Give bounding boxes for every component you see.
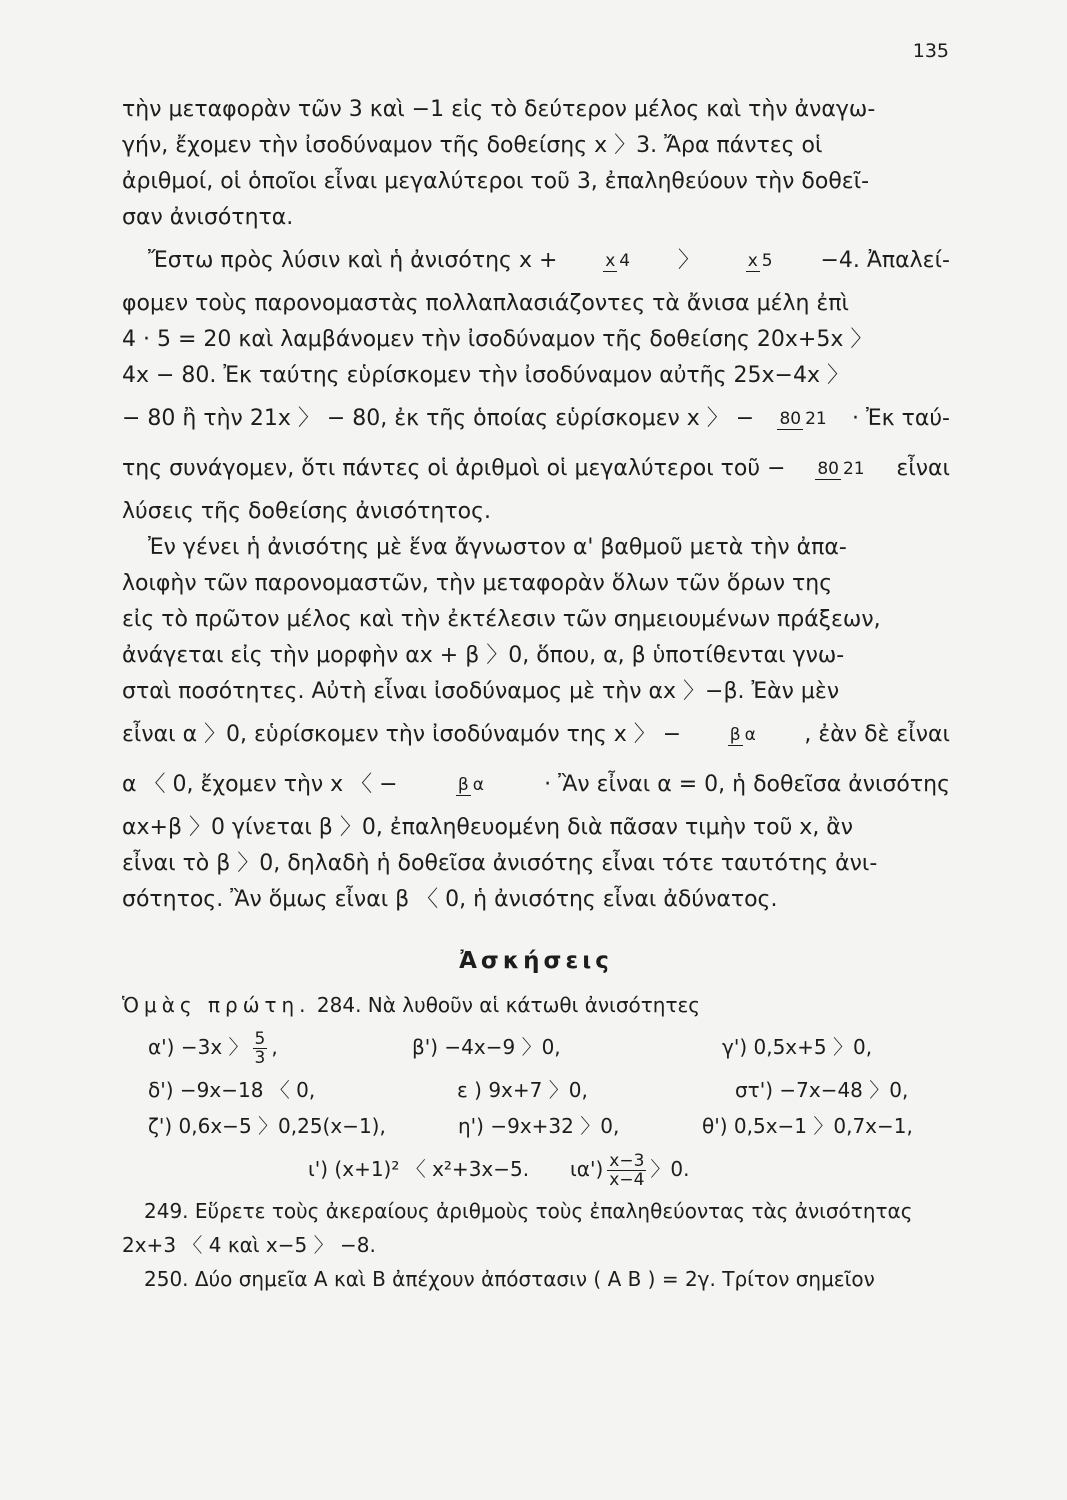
text-span: · Ἐκ ταύ-	[851, 406, 950, 431]
text-span: φομεν τοὺς παρονομαστὰς πολλαπλασιάζοντες τὰ ἄνισα μέλη ἐπὶ	[122, 291, 849, 316]
text-line	[122, 674, 950, 710]
fraction-denominator: 5	[761, 251, 773, 271]
text-line	[122, 710, 950, 760]
exercise-row	[122, 1108, 950, 1144]
text-span: σότητος. Ἂν ὅμως εἶναι β 〈 0, ἡ ἀνισότης εἶναι ἀδύνατος.	[122, 887, 778, 912]
fraction-numerator: β	[457, 775, 469, 795]
fraction-denominator: 4	[619, 251, 631, 271]
exercise-item: ι') (x+1)² 〈 x²+3x−5.	[308, 1157, 530, 1181]
text-line	[122, 236, 950, 286]
fraction-numerator: x	[605, 251, 616, 271]
fraction-denominator: 21	[805, 409, 827, 429]
fraction-denominator: 3	[254, 1048, 266, 1068]
text-span: εἰς τὸ πρῶτον μέλος καὶ τὴν ἐκτέλεσιν τῶν σημειουμένων πράξεων,	[122, 607, 881, 632]
fraction	[603, 252, 632, 270]
text-line	[122, 760, 950, 810]
text-span: ια')	[570, 1157, 604, 1181]
text-span: εἶναι	[896, 456, 950, 481]
text-span: ἀνάγεται εἰς τὴν μορφὴν αx + β 〉0, ὅπου, α, β ὑποτίθενται γνω-	[122, 643, 845, 668]
exercise-item: β') −4x−9 〉0,	[412, 1035, 561, 1059]
fraction	[746, 252, 775, 270]
text-line	[122, 358, 950, 394]
exercise-item: στ') −7x−48 〉0,	[735, 1078, 909, 1102]
text-span: τὴν μεταφορὰν τῶν 3 καὶ −1 εἰς τὸ δεύτερον μέλος καὶ τὴν ἀναγω-	[122, 97, 876, 122]
text-line	[122, 394, 950, 444]
text-span: της συνάγομεν, ὅτι πάντες οἱ ἀριθμοὶ οἱ μεγαλύτεροι τοῦ −	[122, 456, 786, 481]
page-text	[122, 92, 950, 1296]
fraction	[253, 1030, 268, 1067]
text-span: · Ἂν εἶναι α = 0, ἡ δοθεῖσα ἀνισότης	[544, 772, 950, 797]
exercise-item: δ') −9x−18 〈 0,	[148, 1078, 316, 1102]
exercise-item	[570, 1144, 689, 1194]
exercise-item: η') −9x+32 〉0,	[458, 1114, 620, 1138]
fraction-denominator: 21	[842, 459, 865, 479]
text-span: − 80 ἢ τὴν 21x 〉 − 80, ἐκ τῆς ὁποίας εὑρίσκομεν x 〉 −	[122, 406, 755, 431]
exercise-item	[148, 1022, 278, 1072]
text-span: λύσεις τῆς δοθείσης ἀνισότητος.	[122, 499, 491, 524]
exercise-intro	[122, 988, 950, 1022]
fraction-numerator: β	[729, 725, 741, 745]
fraction	[815, 460, 866, 478]
text-line	[122, 322, 950, 358]
fraction-numerator: 80	[817, 459, 839, 479]
text-span: γήν, ἔχομεν τὴν ἰσοδύναμον τῆς δοθείσης x 〉3. Ἄρα πάντες οἱ	[122, 133, 823, 158]
text-line	[122, 846, 950, 882]
text-span: 4x − 80. Ἐκ ταύτης εὑρίσκομεν τὴν ἰσοδύναμον αὐτῆς 25x−4x 〉	[122, 363, 849, 388]
exercise-item: θ') 0,5x−1 〉0,7x−1,	[702, 1114, 913, 1138]
text-span: εἶναι α 〉0, εὑρίσκομεν τὴν ἰσοδύναμόν της x 〉 −	[122, 722, 682, 747]
text-span: ,	[271, 1035, 278, 1059]
text-span: ἀριθμοί, οἱ ὁποῖοι εἶναι μεγαλύτεροι τοῦ 3, ἐπαληθεύουν τὴν δοθεῖ-	[122, 169, 870, 194]
text-line	[122, 602, 950, 638]
group-label: Ὁμὰς πρώτη.	[122, 993, 311, 1017]
exercise-item: ε ) 9x+7 〉0,	[457, 1078, 588, 1102]
text-span: 4 · 5 = 20 καὶ λαμβάνομεν τὴν ἰσοδύναμον τῆς δοθείσης 20x+5x 〉	[122, 327, 873, 352]
fraction-denominator: α	[744, 725, 756, 745]
fraction-numerator: x	[747, 251, 758, 271]
fraction	[728, 726, 758, 744]
text-line	[122, 286, 950, 322]
text-line	[122, 494, 950, 530]
text-span: 284. Νὰ λυθοῦν αἱ κάτωθι ἀνισότητες	[316, 993, 701, 1017]
text-span: α 〈 0, ἔχομεν τὴν x 〈 −	[122, 772, 398, 797]
exercises-heading: Ἀσκήσεις	[459, 948, 613, 974]
exercise-row	[122, 1072, 950, 1108]
text-line	[122, 566, 950, 602]
fraction-denominator: x−4	[609, 1170, 645, 1190]
text-span: εἶναι τὸ β 〉0, δηλαδὴ ἡ δοθεῖσα ἀνισότης εἶναι τότε ταυτότης ἀνι-	[122, 851, 878, 876]
text-line	[122, 200, 950, 236]
exercise-row	[122, 1022, 950, 1072]
fraction	[777, 410, 828, 428]
text-span: 〉	[677, 248, 700, 273]
fraction-numerator: x−3	[609, 1151, 645, 1171]
exercise-row	[122, 1144, 950, 1194]
text-line	[122, 530, 950, 566]
fraction	[456, 776, 486, 794]
text-span: αx+β 〉0 γίνεται β 〉0, ἐπαληθευομένη διὰ πᾶσαν τιμὴν τοῦ x, ἂν	[122, 815, 854, 840]
exercise-250: 250. Δύο σημεῖα Α καὶ Β ἀπέχουν ἀπόστασιν ( Α Β ) = 2γ. Τρίτον σημεῖον	[144, 1267, 875, 1291]
page-number: 135	[912, 40, 949, 62]
text-span: 〉0.	[650, 1157, 690, 1181]
exercise-item: γ') 0,5x+5 〉0,	[722, 1035, 873, 1059]
text-line	[122, 638, 950, 674]
text-span: −4. Ἀπαλεί-	[820, 248, 950, 273]
text-line	[122, 810, 950, 846]
exercise-249-cont: 2x+3 〈 4 καὶ x−5 〉 −8.	[122, 1233, 376, 1257]
fraction-numerator: 5	[254, 1029, 266, 1049]
text-span: , ἐὰν δὲ εἶναι	[804, 722, 950, 747]
text-span: Ἐν γένει ἡ ἀνισότης μὲ ἕνα ἄγνωστον α' βαθμοῦ μετὰ τὴν ἀπα-	[148, 535, 847, 560]
text-span: σαν ἀνισότητα.	[122, 205, 294, 230]
text-line	[122, 164, 950, 200]
text-span: Ἔστω πρὸς λύσιν καὶ ἡ ἀνισότης x +	[148, 248, 558, 273]
text-line	[122, 92, 950, 128]
text-span: σταὶ ποσότητες. Αὐτὴ εἶναι ἰσοδύναμος μὲ τὴν αx 〉−β. Ἐὰν μὲν	[122, 679, 840, 704]
text-line	[122, 128, 950, 164]
fraction-denominator: α	[472, 775, 484, 795]
fraction-numerator: 80	[779, 409, 802, 429]
text-line	[122, 882, 950, 918]
exercise-item: ζ') 0,6x−5 〉0,25(x−1),	[148, 1114, 386, 1138]
text-span: α') −3x 〉	[148, 1035, 249, 1059]
fraction	[607, 1152, 646, 1189]
text-span: λοιφὴν τῶν παρονομαστῶν, τὴν μεταφορὰν ὅλων τῶν ὅρων της	[122, 571, 833, 596]
exercise-249: 249. Εὕρετε τοὺς ἀκεραίους ἀριθμοὺς τοὺς ἐπαληθεύοντας τὰς ἀνισότητας	[144, 1199, 913, 1223]
text-line	[122, 444, 950, 494]
